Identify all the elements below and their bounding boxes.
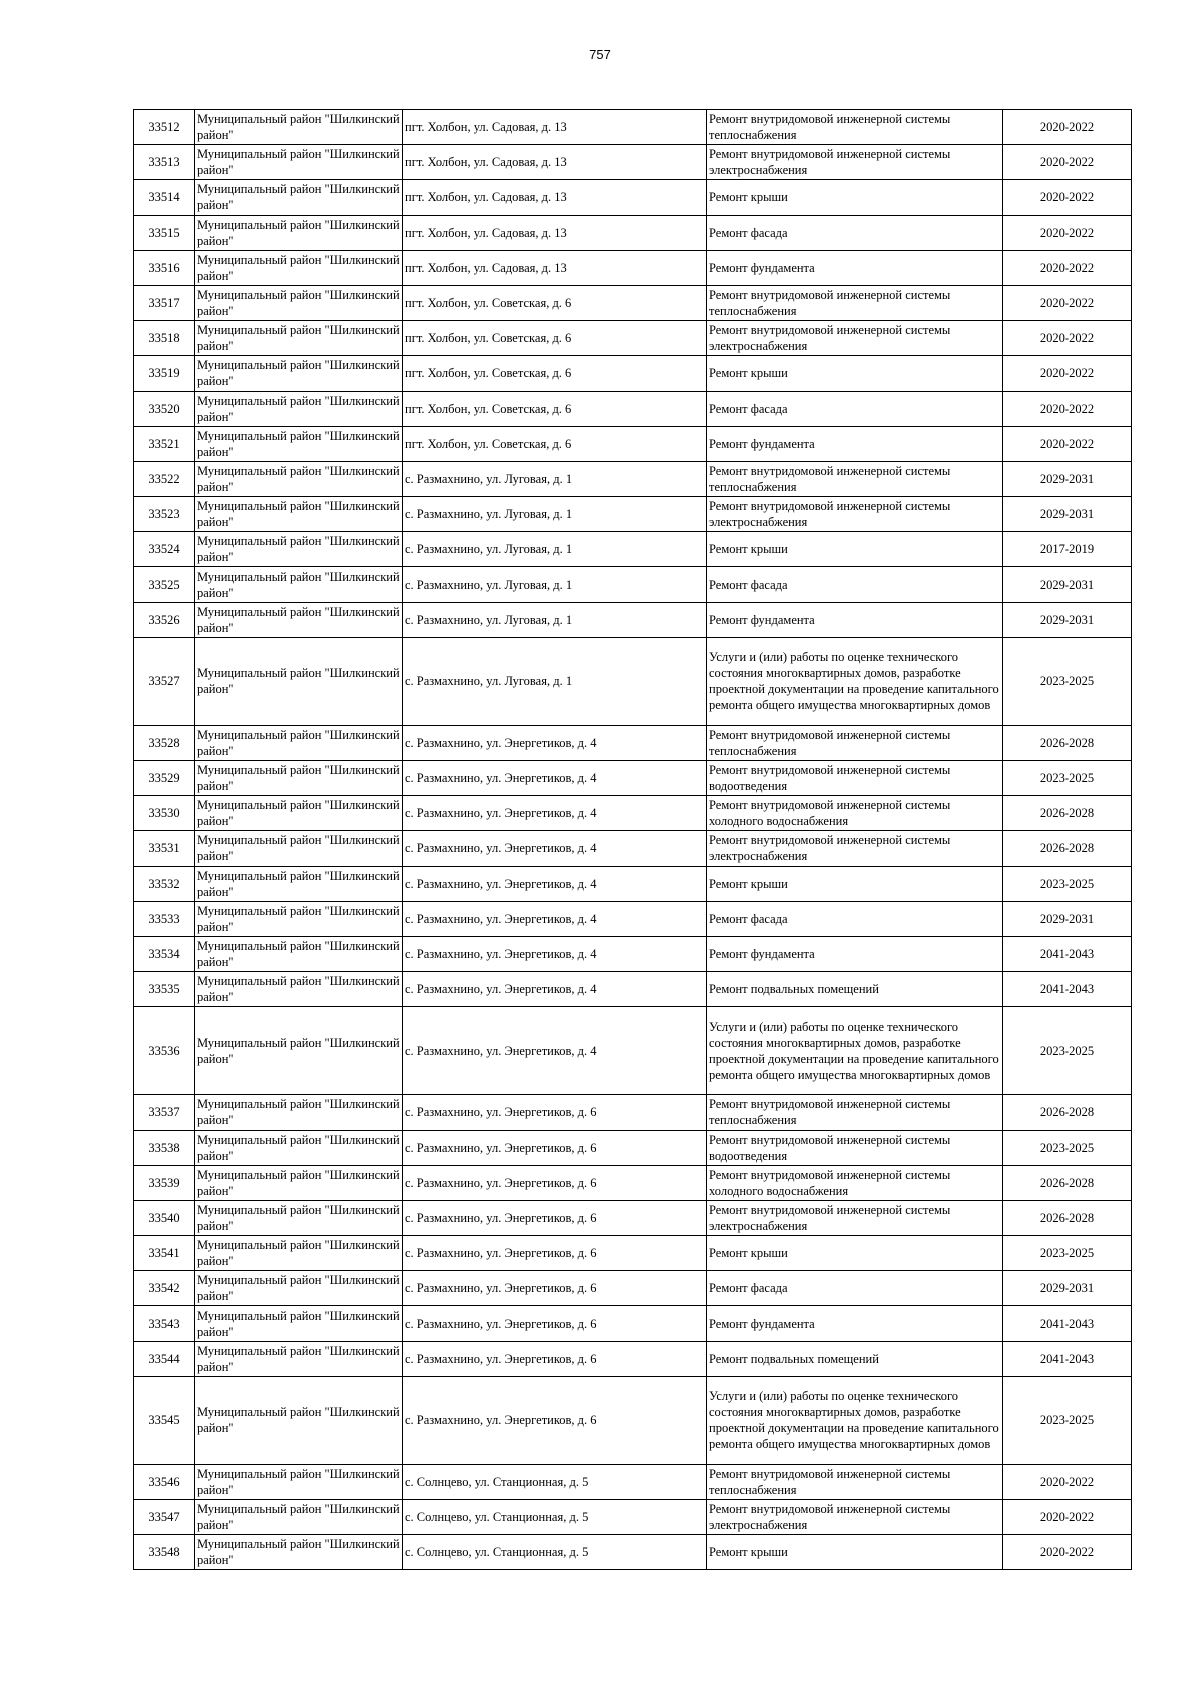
municipality-cell: Муниципальный район "Шилкинский район": [195, 426, 403, 461]
period-cell: 2020-2022: [1003, 180, 1132, 215]
table-row: [134, 110, 1132, 145]
period-cell: 2023-2025: [1003, 1130, 1132, 1165]
work-type-cell: Ремонт внутридомовой инженерной системы электроснабжения: [707, 831, 1003, 866]
row-number-cell: 33514: [134, 180, 195, 215]
row-number-cell: 33532: [134, 866, 195, 901]
row-number-cell: 33524: [134, 532, 195, 567]
period-cell: 2023-2025: [1003, 1007, 1132, 1095]
address-cell: с. Размахнино, ул. Луговая, д. 1: [403, 567, 707, 602]
address-cell: с. Размахнино, ул. Энергетиков, д. 4: [403, 972, 707, 1007]
period-cell: 2023-2025: [1003, 761, 1132, 796]
address-cell: пгт. Холбон, ул. Садовая, д. 13: [403, 110, 707, 145]
address-cell: пгт. Холбон, ул. Садовая, д. 13: [403, 180, 707, 215]
municipality-cell: Муниципальный район "Шилкинский район": [195, 866, 403, 901]
period-cell: 2026-2028: [1003, 796, 1132, 831]
municipality-cell: Муниципальный район "Шилкинский район": [195, 1341, 403, 1376]
address-cell: с. Размахнино, ул. Энергетиков, д. 6: [403, 1271, 707, 1306]
address-cell: с. Размахнино, ул. Энергетиков, д. 6: [403, 1341, 707, 1376]
period-cell: 2029-2031: [1003, 1271, 1132, 1306]
table-row: [134, 285, 1132, 320]
work-type-cell: Ремонт внутридомовой инженерной системы теплоснабжения: [707, 461, 1003, 496]
period-cell: 2020-2022: [1003, 145, 1132, 180]
municipality-cell: Муниципальный район "Шилкинский район": [195, 567, 403, 602]
municipality-cell: Муниципальный район "Шилкинский район": [195, 532, 403, 567]
table-row: [134, 1500, 1132, 1535]
table-row: [134, 1535, 1132, 1570]
table-row: [134, 1464, 1132, 1499]
municipality-cell: Муниципальный район "Шилкинский район": [195, 1130, 403, 1165]
table-row: [134, 761, 1132, 796]
table-row: [134, 831, 1132, 866]
period-cell: 2029-2031: [1003, 901, 1132, 936]
table-row: [134, 145, 1132, 180]
work-type-cell: Ремонт внутридомовой инженерной системы холодного водоснабжения: [707, 1165, 1003, 1200]
work-type-cell: Ремонт внутридомовой инженерной системы теплоснабжения: [707, 285, 1003, 320]
address-cell: с. Размахнино, ул. Энергетиков, д. 6: [403, 1236, 707, 1271]
period-cell: 2026-2028: [1003, 1095, 1132, 1130]
row-number-cell: 33527: [134, 637, 195, 725]
row-number-cell: 33539: [134, 1165, 195, 1200]
municipality-cell: Муниципальный район "Шилкинский район": [195, 761, 403, 796]
address-cell: с. Размахнино, ул. Энергетиков, д. 6: [403, 1306, 707, 1341]
period-cell: 2023-2025: [1003, 1376, 1132, 1464]
table-row: [134, 901, 1132, 936]
municipality-cell: Муниципальный район "Шилкинский район": [195, 1306, 403, 1341]
work-type-cell: Ремонт фасада: [707, 391, 1003, 426]
work-type-cell: Ремонт подвальных помещений: [707, 1341, 1003, 1376]
table-row: [134, 1341, 1132, 1376]
municipality-cell: Муниципальный район "Шилкинский район": [195, 180, 403, 215]
address-cell: с. Солнцево, ул. Станционная, д. 5: [403, 1464, 707, 1499]
period-cell: 2029-2031: [1003, 497, 1132, 532]
address-cell: с. Размахнино, ул. Энергетиков, д. 6: [403, 1200, 707, 1235]
address-cell: пгт. Холбон, ул. Советская, д. 6: [403, 285, 707, 320]
work-type-cell: Ремонт внутридомовой инженерной системы холодного водоснабжения: [707, 796, 1003, 831]
row-number-cell: 33517: [134, 285, 195, 320]
address-cell: с. Размахнино, ул. Луговая, д. 1: [403, 532, 707, 567]
row-number-cell: 33521: [134, 426, 195, 461]
address-cell: пгт. Холбон, ул. Садовая, д. 13: [403, 145, 707, 180]
municipality-cell: Муниципальный район "Шилкинский район": [195, 1095, 403, 1130]
address-cell: с. Размахнино, ул. Энергетиков, д. 4: [403, 831, 707, 866]
period-cell: 2026-2028: [1003, 1200, 1132, 1235]
row-number-cell: 33519: [134, 356, 195, 391]
row-number-cell: 33545: [134, 1376, 195, 1464]
table-row: [134, 1271, 1132, 1306]
work-type-cell: Услуги и (или) работы по оценке технического состояния многоквартирных домов, разработке проектной документации на проведение капитального ремонта общего имущества многоквартирных домов: [707, 1007, 1003, 1095]
table-row: [134, 1376, 1132, 1464]
row-number-cell: 33541: [134, 1236, 195, 1271]
municipality-cell: Муниципальный район "Шилкинский район": [195, 110, 403, 145]
row-number-cell: 33515: [134, 215, 195, 250]
row-number-cell: 33522: [134, 461, 195, 496]
work-type-cell: Ремонт крыши: [707, 1236, 1003, 1271]
work-type-cell: Ремонт внутридомовой инженерной системы электроснабжения: [707, 497, 1003, 532]
municipality-cell: Муниципальный район "Шилкинский район": [195, 936, 403, 971]
row-number-cell: 33538: [134, 1130, 195, 1165]
address-cell: с. Размахнино, ул. Энергетиков, д. 4: [403, 866, 707, 901]
address-cell: пгт. Холбон, ул. Советская, д. 6: [403, 356, 707, 391]
page-number: 757: [589, 47, 611, 62]
work-type-cell: Ремонт фундамента: [707, 426, 1003, 461]
table-row: [134, 637, 1132, 725]
period-cell: 2020-2022: [1003, 426, 1132, 461]
municipality-cell: Муниципальный район "Шилкинский район": [195, 637, 403, 725]
row-number-cell: 33537: [134, 1095, 195, 1130]
municipality-cell: Муниципальный район "Шилкинский район": [195, 901, 403, 936]
row-number-cell: 33528: [134, 725, 195, 760]
period-cell: 2020-2022: [1003, 1500, 1132, 1535]
table-row: [134, 532, 1132, 567]
row-number-cell: 33531: [134, 831, 195, 866]
row-number-cell: 33512: [134, 110, 195, 145]
table-row: [134, 602, 1132, 637]
work-type-cell: Ремонт внутридомовой инженерной системы электроснабжения: [707, 1500, 1003, 1535]
row-number-cell: 33536: [134, 1007, 195, 1095]
municipality-cell: Муниципальный район "Шилкинский район": [195, 215, 403, 250]
period-cell: 2026-2028: [1003, 1165, 1132, 1200]
municipality-cell: Муниципальный район "Шилкинский район": [195, 1236, 403, 1271]
table-row: [134, 1007, 1132, 1095]
row-number-cell: 33530: [134, 796, 195, 831]
row-number-cell: 33525: [134, 567, 195, 602]
period-cell: 2020-2022: [1003, 285, 1132, 320]
row-number-cell: 33529: [134, 761, 195, 796]
table-row: [134, 1236, 1132, 1271]
row-number-cell: 33546: [134, 1464, 195, 1499]
period-cell: 2041-2043: [1003, 972, 1132, 1007]
address-cell: с. Размахнино, ул. Энергетиков, д. 4: [403, 761, 707, 796]
municipality-cell: Муниципальный район "Шилкинский район": [195, 1535, 403, 1570]
table-row: [134, 391, 1132, 426]
address-cell: с. Солнцево, ул. Станционная, д. 5: [403, 1500, 707, 1535]
table-row: [134, 426, 1132, 461]
work-type-cell: Ремонт внутридомовой инженерной системы теплоснабжения: [707, 1095, 1003, 1130]
work-type-cell: Ремонт внутридомовой инженерной системы электроснабжения: [707, 145, 1003, 180]
table-row: [134, 215, 1132, 250]
period-cell: 2029-2031: [1003, 461, 1132, 496]
table-row: [134, 725, 1132, 760]
table-row: [134, 936, 1132, 971]
municipality-cell: Муниципальный район "Шилкинский район": [195, 972, 403, 1007]
period-cell: 2041-2043: [1003, 1341, 1132, 1376]
address-cell: с. Размахнино, ул. Энергетиков, д. 4: [403, 1007, 707, 1095]
work-type-cell: Ремонт подвальных помещений: [707, 972, 1003, 1007]
period-cell: 2020-2022: [1003, 110, 1132, 145]
municipality-cell: Муниципальный район "Шилкинский район": [195, 285, 403, 320]
row-number-cell: 33523: [134, 497, 195, 532]
table-row: [134, 866, 1132, 901]
address-cell: пгт. Холбон, ул. Садовая, д. 13: [403, 250, 707, 285]
table-row: [134, 321, 1132, 356]
row-number-cell: 33540: [134, 1200, 195, 1235]
repair-registry-table: [133, 109, 1132, 1570]
municipality-cell: Муниципальный район "Шилкинский район": [195, 1165, 403, 1200]
municipality-cell: Муниципальный район "Шилкинский район": [195, 321, 403, 356]
period-cell: 2020-2022: [1003, 250, 1132, 285]
address-cell: с. Размахнино, ул. Луговая, д. 1: [403, 637, 707, 725]
address-cell: с. Размахнино, ул. Энергетиков, д. 6: [403, 1130, 707, 1165]
address-cell: с. Размахнино, ул. Энергетиков, д. 6: [403, 1165, 707, 1200]
row-number-cell: 33526: [134, 602, 195, 637]
row-number-cell: 33534: [134, 936, 195, 971]
address-cell: с. Размахнино, ул. Луговая, д. 1: [403, 461, 707, 496]
work-type-cell: Ремонт внутридомовой инженерной системы теплоснабжения: [707, 110, 1003, 145]
period-cell: 2026-2028: [1003, 725, 1132, 760]
table-row: [134, 250, 1132, 285]
period-cell: 2020-2022: [1003, 321, 1132, 356]
work-type-cell: Ремонт крыши: [707, 1535, 1003, 1570]
municipality-cell: Муниципальный район "Шилкинский район": [195, 1464, 403, 1499]
table-row: [134, 1200, 1132, 1235]
work-type-cell: Ремонт фасада: [707, 215, 1003, 250]
work-type-cell: Ремонт внутридомовой инженерной системы электроснабжения: [707, 1200, 1003, 1235]
row-number-cell: 33548: [134, 1535, 195, 1570]
address-cell: с. Размахнино, ул. Энергетиков, д. 4: [403, 901, 707, 936]
address-cell: с. Размахнино, ул. Энергетиков, д. 4: [403, 796, 707, 831]
municipality-cell: Муниципальный район "Шилкинский район": [195, 725, 403, 760]
period-cell: 2017-2019: [1003, 532, 1132, 567]
municipality-cell: Муниципальный район "Шилкинский район": [195, 1271, 403, 1306]
table-row: [134, 567, 1132, 602]
row-number-cell: 33513: [134, 145, 195, 180]
row-number-cell: 33547: [134, 1500, 195, 1535]
municipality-cell: Муниципальный район "Шилкинский район": [195, 1200, 403, 1235]
period-cell: 2041-2043: [1003, 1306, 1132, 1341]
registry-body: [134, 110, 1132, 1570]
table-row: [134, 180, 1132, 215]
period-cell: 2023-2025: [1003, 1236, 1132, 1271]
row-number-cell: 33533: [134, 901, 195, 936]
period-cell: 2020-2022: [1003, 356, 1132, 391]
table-row: [134, 356, 1132, 391]
row-number-cell: 33535: [134, 972, 195, 1007]
period-cell: 2029-2031: [1003, 602, 1132, 637]
table-row: [134, 497, 1132, 532]
municipality-cell: Муниципальный район "Шилкинский район": [195, 145, 403, 180]
work-type-cell: Ремонт фасада: [707, 567, 1003, 602]
municipality-cell: Муниципальный район "Шилкинский район": [195, 831, 403, 866]
row-number-cell: 33520: [134, 391, 195, 426]
work-type-cell: Услуги и (или) работы по оценке технического состояния многоквартирных домов, разработке проектной документации на проведение капитального ремонта общего имущества многоквартирных домов: [707, 1376, 1003, 1464]
table-row: [134, 1130, 1132, 1165]
row-number-cell: 33516: [134, 250, 195, 285]
work-type-cell: Ремонт внутридомовой инженерной системы водоотведения: [707, 761, 1003, 796]
work-type-cell: Ремонт крыши: [707, 356, 1003, 391]
municipality-cell: Муниципальный район "Шилкинский район": [195, 1007, 403, 1095]
row-number-cell: 33518: [134, 321, 195, 356]
work-type-cell: Ремонт крыши: [707, 180, 1003, 215]
work-type-cell: Ремонт внутридомовой инженерной системы теплоснабжения: [707, 1464, 1003, 1499]
municipality-cell: Муниципальный район "Шилкинский район": [195, 356, 403, 391]
work-type-cell: Ремонт фундамента: [707, 250, 1003, 285]
period-cell: 2020-2022: [1003, 1464, 1132, 1499]
address-cell: пгт. Холбон, ул. Советская, д. 6: [403, 321, 707, 356]
work-type-cell: Ремонт внутридомовой инженерной системы теплоснабжения: [707, 725, 1003, 760]
municipality-cell: Муниципальный район "Шилкинский район": [195, 1376, 403, 1464]
row-number-cell: 33543: [134, 1306, 195, 1341]
address-cell: с. Размахнино, ул. Энергетиков, д. 4: [403, 725, 707, 760]
municipality-cell: Муниципальный район "Шилкинский район": [195, 602, 403, 637]
address-cell: пгт. Холбон, ул. Садовая, д. 13: [403, 215, 707, 250]
work-type-cell: Ремонт фасада: [707, 901, 1003, 936]
period-cell: 2020-2022: [1003, 215, 1132, 250]
municipality-cell: Муниципальный район "Шилкинский район": [195, 461, 403, 496]
row-number-cell: 33544: [134, 1341, 195, 1376]
address-cell: пгт. Холбон, ул. Советская, д. 6: [403, 391, 707, 426]
row-number-cell: 33542: [134, 1271, 195, 1306]
work-type-cell: Услуги и (или) работы по оценке технического состояния многоквартирных домов, разработке проектной документации на проведение капитального ремонта общего имущества многоквартирных домов: [707, 637, 1003, 725]
work-type-cell: Ремонт внутридомовой инженерной системы электроснабжения: [707, 321, 1003, 356]
municipality-cell: Муниципальный район "Шилкинский район": [195, 1500, 403, 1535]
municipality-cell: Муниципальный район "Шилкинский район": [195, 391, 403, 426]
period-cell: 2029-2031: [1003, 567, 1132, 602]
municipality-cell: Муниципальный район "Шилкинский район": [195, 796, 403, 831]
table-row: [134, 461, 1132, 496]
period-cell: 2026-2028: [1003, 831, 1132, 866]
work-type-cell: Ремонт внутридомовой инженерной системы водоотведения: [707, 1130, 1003, 1165]
period-cell: 2020-2022: [1003, 1535, 1132, 1570]
table-row: [134, 1095, 1132, 1130]
table-row: [134, 796, 1132, 831]
period-cell: 2023-2025: [1003, 637, 1132, 725]
municipality-cell: Муниципальный район "Шилкинский район": [195, 497, 403, 532]
period-cell: 2023-2025: [1003, 866, 1132, 901]
work-type-cell: Ремонт фасада: [707, 1271, 1003, 1306]
address-cell: с. Размахнино, ул. Энергетиков, д. 6: [403, 1095, 707, 1130]
work-type-cell: Ремонт фундамента: [707, 602, 1003, 637]
table-row: [134, 1306, 1132, 1341]
address-cell: с. Размахнино, ул. Энергетиков, д. 6: [403, 1376, 707, 1464]
address-cell: пгт. Холбон, ул. Советская, д. 6: [403, 426, 707, 461]
address-cell: с. Размахнино, ул. Энергетиков, д. 4: [403, 936, 707, 971]
table-row: [134, 972, 1132, 1007]
address-cell: с. Размахнино, ул. Луговая, д. 1: [403, 602, 707, 637]
work-type-cell: Ремонт фундамента: [707, 1306, 1003, 1341]
address-cell: с. Размахнино, ул. Луговая, д. 1: [403, 497, 707, 532]
period-cell: 2020-2022: [1003, 391, 1132, 426]
work-type-cell: Ремонт фундамента: [707, 936, 1003, 971]
municipality-cell: Муниципальный район "Шилкинский район": [195, 250, 403, 285]
address-cell: с. Солнцево, ул. Станционная, д. 5: [403, 1535, 707, 1570]
work-type-cell: Ремонт крыши: [707, 532, 1003, 567]
table-row: [134, 1165, 1132, 1200]
period-cell: 2041-2043: [1003, 936, 1132, 971]
work-type-cell: Ремонт крыши: [707, 866, 1003, 901]
